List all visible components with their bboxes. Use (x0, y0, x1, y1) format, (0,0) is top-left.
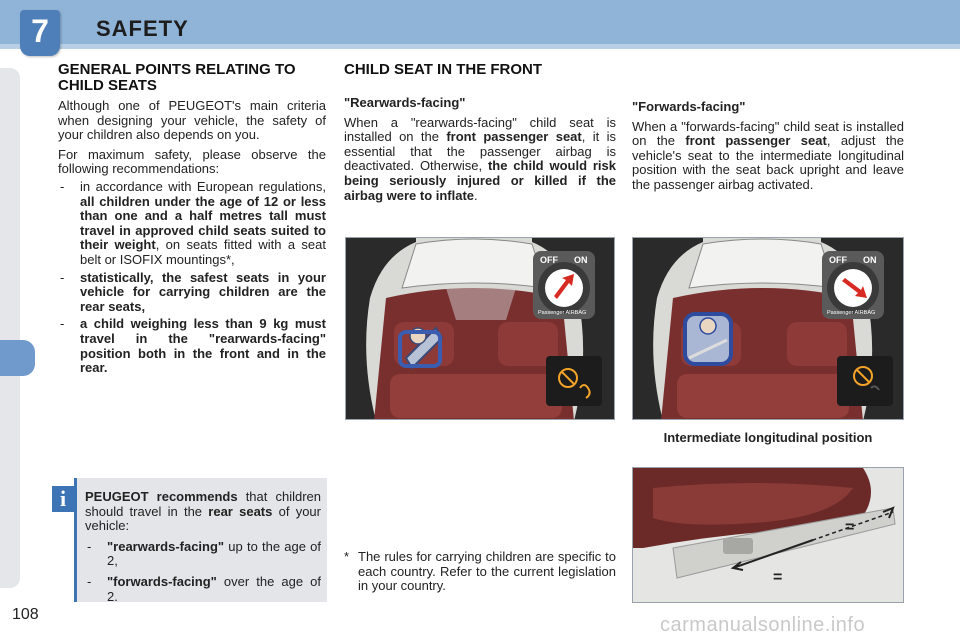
switch-ring-label: Passenger AIRBAG (827, 310, 876, 316)
forwards-facing-section (632, 100, 904, 193)
bold-text: PEUGEOT recommends (85, 489, 238, 504)
bold-text: front passenger seat (685, 133, 827, 149)
photo-caption: Intermediate longitudinal position (663, 430, 873, 445)
text: that children should travel in the (85, 489, 321, 519)
switch-on-label: ON (574, 255, 588, 265)
recommendations-list (58, 180, 326, 376)
section-heading: CHILD SEAT IN THE FRONT (344, 61, 543, 78)
child-seat-front-section (344, 62, 616, 203)
forwards-subheading: "Forwards-facing" (632, 99, 746, 114)
footnote-text: The rules for carrying children are specific to each country. Refer to the current legislation in your country. (358, 549, 616, 594)
forwards-paragraph (632, 120, 904, 193)
watermark: carmanualsonline.info (660, 614, 866, 636)
item-bold-text: "rearwards-facing" (107, 538, 225, 554)
rearwards-facing-illustration (345, 237, 615, 420)
item-text: over the age of 2. (107, 573, 321, 604)
footnote (344, 550, 616, 594)
header-strip (0, 44, 960, 49)
bold-text: rear seats (208, 503, 273, 519)
intro-paragraph: Although one of PEUGEOT's main criteria when designing your vehicle, the safety of your children also depends on you. (58, 98, 326, 143)
item-text: , on seats fitted with a seat belt or ISOFIX mountings*, (80, 237, 326, 267)
airbag-switch-off-icon (532, 250, 596, 320)
item-bold-text: a child weighing less than 9 kg must travel in the "rearwards-facing" position both in the front and in the rear. (80, 316, 326, 376)
recommendations-paragraph: For maximum safety, please observe the following recommendations: (58, 146, 326, 177)
general-points-section (58, 62, 326, 376)
footnote-marker: * (344, 549, 350, 564)
rearwards-subheading: "Rearwards-facing" (344, 95, 466, 110)
svg-text:=: = (845, 519, 855, 536)
bold-text: front passenger seat (446, 129, 582, 145)
section-heading: GENERAL POINTS RELATING TO CHILD SEATS (58, 61, 296, 94)
bold-text: the child would risk being seriously injured or killed if the airbag were to inflate (344, 158, 616, 203)
switch-on-label: ON (863, 255, 877, 265)
airbag-switch-on-icon (821, 250, 885, 320)
item-bold-text: all children under the age of 12 or less than one and a half metres tall must travel in approved child seats suited to their weight (80, 193, 326, 253)
list-item (58, 271, 326, 315)
recommendation-box (74, 478, 327, 602)
list-item (58, 317, 326, 375)
chapter-number: 7 (31, 13, 49, 49)
text: , it is essential that the passenger airbag is deactivated. Otherwise, (344, 129, 616, 174)
airbag-off-warning-lamp-icon (546, 356, 602, 406)
item-text: in accordance with European regulations, (80, 178, 326, 194)
text: . (474, 187, 478, 203)
text: When a "forwards-facing" child seat is installed on the (632, 118, 904, 149)
airbag-on-warning-lamp-icon (837, 356, 893, 406)
chapter-tab (20, 10, 60, 56)
svg-text:=: = (773, 569, 783, 586)
switch-ring-label: Passenger AIRBAG (538, 310, 587, 316)
forwards-facing-illustration (632, 237, 904, 420)
side-panel (0, 68, 20, 588)
text: , adjust the vehicle's seat to the intermediate longitudinal position with the seat back upright and leave the passenger airbag activated. (632, 133, 904, 192)
switch-off-label: OFF (540, 255, 558, 265)
seat-rail-icon (633, 468, 904, 603)
text: of your vehicle: (85, 503, 321, 534)
switch-off-label: OFF (829, 255, 847, 265)
item-text: up to the age of 2, (107, 538, 321, 569)
text: When a "rearwards-facing" child seat is installed on the (344, 114, 616, 145)
seat-position-illustration (632, 467, 904, 603)
list-item (85, 540, 321, 569)
item-bold-text: statistically, the safest seats in your vehicle for carrying children are the rear seats, (80, 269, 326, 314)
item-bold-text: "forwards-facing" (107, 573, 217, 589)
list-item (58, 180, 326, 268)
info-icon: i (52, 486, 74, 512)
list-item (85, 575, 321, 604)
page-title: SAFETY (96, 16, 189, 41)
recommendation-list (85, 540, 321, 604)
side-tab (0, 340, 35, 376)
rearwards-paragraph (344, 116, 616, 204)
page-number: 108 (12, 606, 39, 623)
recommendation-text (85, 490, 321, 534)
